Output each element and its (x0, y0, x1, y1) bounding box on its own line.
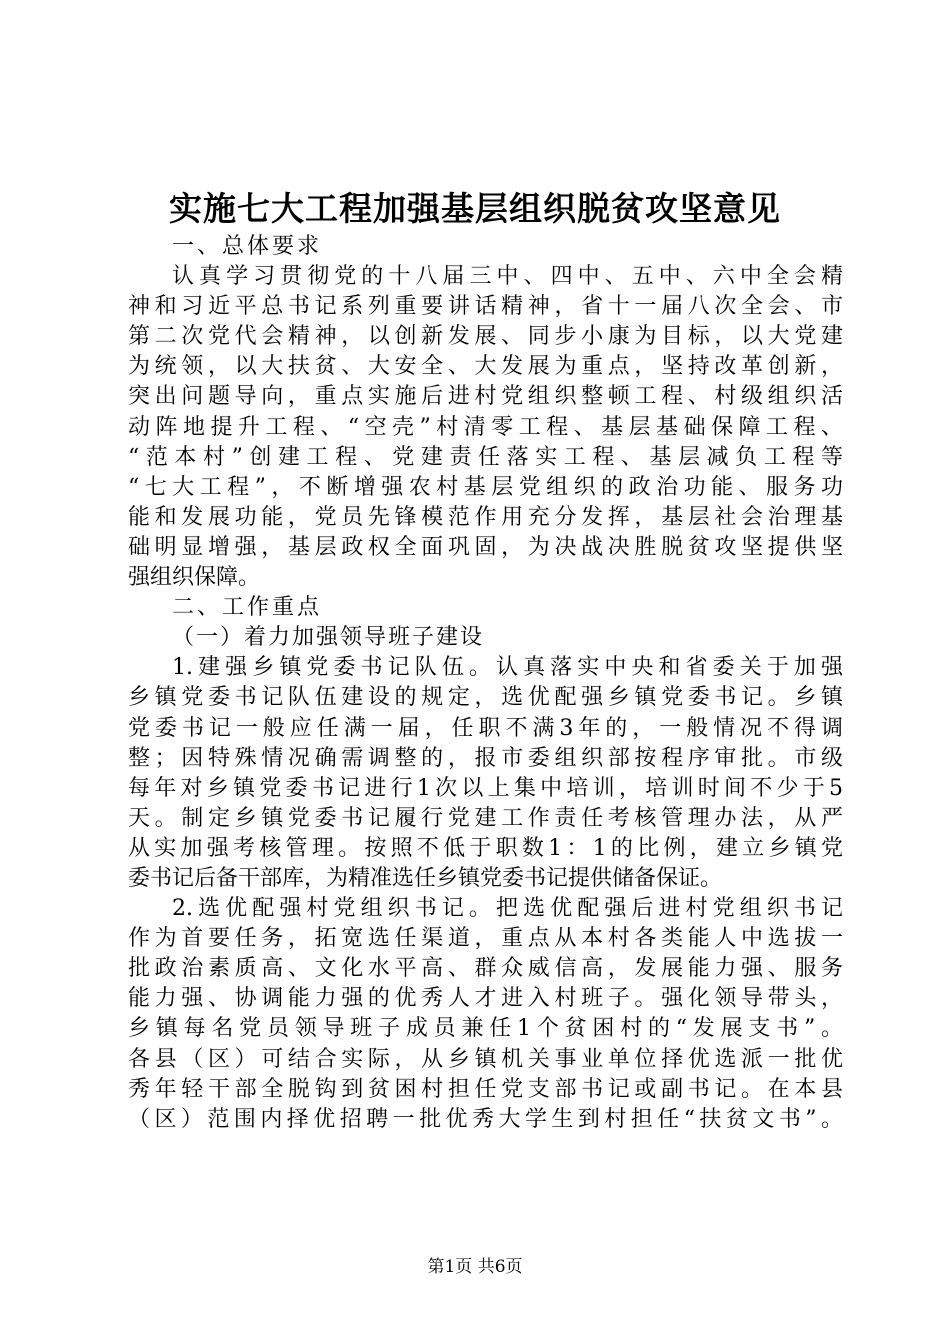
paragraph-line: 乡镇党委书记队伍建设的规定，选优配强乡镇党委书记。乡镇 (128, 685, 843, 711)
paragraph-line: 神和习近平总书记系列重要讲话精神，省十一届八次全会、市 (128, 294, 843, 320)
paragraph-village-secretaries (128, 894, 843, 1135)
paragraph-line: 各县（区）可结合实际，从乡镇机关事业单位择优选派一批优 (128, 1046, 843, 1072)
paragraph-line: 能力强、协调能力强的优秀人才进入村班子。强化领导带头， (128, 986, 843, 1012)
paragraph-line: 党委书记一般应任满一届，任职不满3年的，一般情况不得调 (128, 715, 843, 741)
paragraph-line: 秀年轻干部全脱钩到贫困村担任党支部书记或副书记。在本县 (128, 1076, 843, 1102)
paragraph-line: “范本村”创建工程、党建责任落实工程、基层减负工程等 (128, 444, 843, 470)
page-number-footer: 第1页 共6页 (427, 1257, 523, 1277)
paragraph-line: 乡镇每名党员领导班子成员兼任1个贫困村的“发展支书”。 (128, 1016, 843, 1042)
section-heading-general-requirements: 一、总体要求 (172, 234, 323, 259)
paragraph-line: 第二次党代会精神，以创新发展、同步小康为目标，以大党建 (128, 324, 843, 350)
paragraph-line: 强组织保障。 (128, 565, 261, 591)
document-title: 实施七大工程加强基层组织脱贫攻坚意见 (169, 189, 781, 228)
paragraph-line: 突出问题导向，重点实施后进村党组织整顿工程、村级组织活 (128, 384, 843, 410)
paragraph-general-requirements (128, 262, 843, 593)
paragraph-line: 认真学习贯彻党的十八届三中、四中、五中、六中全会精 (172, 264, 843, 290)
paragraph-line: 委书记后备干部库，为精准选任乡镇党委书记提供储备保证。 (128, 865, 723, 891)
paragraph-township-secretaries (128, 653, 843, 894)
paragraph-line: 整；因特殊情况确需调整的，报市委组织部按程序审批。市级 (128, 745, 843, 771)
section-heading-work-focus: 二、工作重点 (172, 595, 323, 621)
paragraph-line: 动阵地提升工程、“空壳”村清零工程、基层基础保障工程、 (128, 414, 843, 440)
paragraph-line: 础明显增强，基层政权全面巩固，为决战决胜脱贫攻坚提供坚 (128, 534, 843, 560)
paragraph-line: 从实加强考核管理。按照不低于职数1：1的比例，建立乡镇党 (128, 835, 843, 861)
paragraph-line: 每年对乡镇党委书记进行1次以上集中培训，培训时间不少于5 (128, 775, 843, 801)
paragraph-line: 为统领，以大扶贫、大安全、大发展为重点，坚持改革创新， (128, 354, 843, 380)
subsection-heading-leadership: （一）着力加强领导班子建设 (172, 625, 485, 651)
paragraph-line: 1.建强乡镇党委书记队伍。认真落实中央和省委关于加强 (172, 655, 843, 681)
paragraph-line: （区）范围内择优招聘一批优秀大学生到村担任“扶贫文书”。 (128, 1106, 843, 1132)
document-body (128, 232, 843, 1135)
paragraph-line: 作为首要任务，拓宽选任渠道，重点从本村各类能人中选拔一 (128, 926, 843, 952)
paragraph-line: 能和发展功能，党员先锋模范作用充分发挥，基层社会治理基 (128, 504, 843, 530)
paragraph-line: “七大工程”，不断增强农村基层党组织的政治功能、服务功 (128, 474, 843, 500)
paragraph-line: 批政治素质高、文化水平高、群众威信高，发展能力强、服务 (128, 956, 843, 982)
paragraph-line: 2.选优配强村党组织书记。把选优配强后进村党组织书记 (172, 896, 843, 922)
paragraph-line: 天。制定乡镇党委书记履行党建工作责任考核管理办法，从严 (128, 805, 843, 831)
